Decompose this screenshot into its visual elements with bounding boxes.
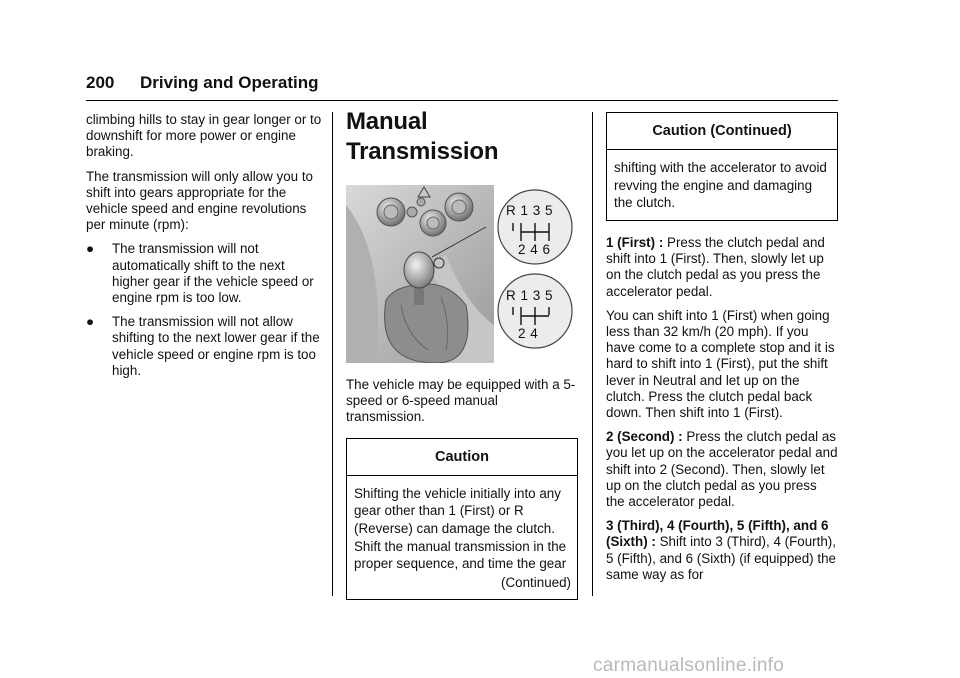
paragraph: The vehicle may be equipped with a 5-speed or 6-speed manual transmission.: [346, 377, 576, 425]
caution-text: shifting with the accelerator to avoid revving the engine and damaging the clutch.: [614, 160, 827, 211]
caution-body: [607, 150, 837, 220]
heading-manual-transmission: Manual Transmission: [346, 108, 499, 165]
column-divider: [592, 112, 593, 596]
caution-heading: Caution (Continued): [607, 113, 837, 150]
shift-pattern-figure: [346, 185, 576, 363]
page-header: [86, 70, 838, 101]
column-1: [86, 112, 322, 387]
caution-box: [346, 438, 578, 601]
paragraph: climbing hills to stay in gear longer or to downshift for more power or engine braking.: [86, 112, 322, 160]
column-3: [606, 112, 838, 591]
list-item-text: The transmission will not allow shifting to the next lower gear if the vehicle speed or engine rpm is too high.: [112, 314, 320, 378]
gear-text: Press the clutch pedal as you let up on the accelerator pedal and shift into 2 (Second). Then, slowly let up on the clutch pedal as you press the accelerator pedal.: [606, 429, 838, 510]
paragraph: [606, 308, 838, 421]
list-item: [86, 314, 322, 379]
shift-pattern-5-bottom: 2 4: [518, 326, 539, 341]
gear-item: [606, 235, 838, 300]
section-title: Driving and Operating: [140, 73, 319, 92]
paragraph: The transmission will only allow you to shift into gears appropriate for the vehicle speed and engine revolutions per minute (rpm):: [86, 168, 313, 233]
gear-item: [606, 429, 838, 510]
shift-pattern-6-top: R 1 3 5: [506, 203, 554, 218]
caution-heading: Caution: [347, 439, 577, 476]
gear-text: Shift into 3 (Third), 4 (Fourth), 5 (Fifth), and 6 (Sixth) (if equipped) the same way as for: [606, 534, 836, 582]
bullet-icon: ●: [86, 241, 95, 257]
bullet-icon: ●: [86, 314, 95, 330]
gear-text: Press the clutch pedal and shift into 1 (First). Then, slowly let up on the clutch pedal as you press the accelerator pedal.: [606, 234, 825, 299]
caution-text: Shifting the vehicle initially into any gear other than 1 (First) or R (Reverse) can damage the clutch. Shift the manual transmission in the proper sequence, and time the gear: [354, 485, 567, 572]
caution-continued: (Continued): [501, 574, 571, 590]
caution-box-continued: [606, 112, 838, 221]
column-divider: [332, 112, 333, 596]
gear-item: [606, 518, 838, 583]
gear-text: You can shift into 1 (First) when going less than 32 km/h (20 mph). If you have come to a complete stop and it is hard to shift into 1 (First), put the shift lever in Neutral and let up on the clutch. Press the clutch pedal back down. Then shift into 1 (First).: [606, 307, 835, 421]
watermark: carmanualsonline.info: [593, 655, 785, 676]
shift-pattern-5-top: R 1 3 5: [506, 288, 554, 303]
shift-pattern-6-bottom: 2 4 6: [518, 242, 551, 257]
list-item: [86, 241, 322, 306]
caution-body: [347, 476, 577, 600]
page-number: 200: [86, 73, 115, 92]
gear-term: 1 (First) :: [606, 234, 664, 250]
list-item-text: The transmission will not automatically shift to the next higher gear if the vehicle speed or engine rpm is too low.: [112, 241, 314, 306]
column-2: [346, 107, 578, 614]
gear-term: 2 (Second) :: [606, 429, 683, 445]
gear-term: 3 (Third), 4 (Fourth), 5 (Fifth), and 6 (Sixth) :: [606, 518, 829, 550]
